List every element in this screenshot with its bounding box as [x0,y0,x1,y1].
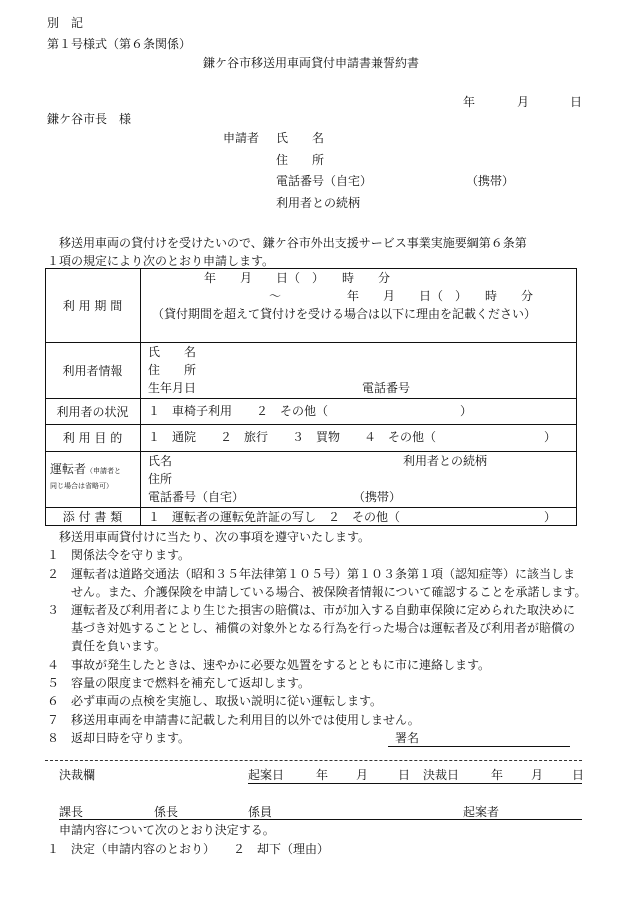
annex-label: 別 記 [47,16,84,30]
draft-day: 日 [398,768,411,782]
user-status-options: １ 車椅子利用 ２ その他（ ） [148,404,473,418]
user-birth-field: 生年月日 [148,381,197,395]
pledge-item-5: 容量の限度まで燃料を補充して返却します。 [71,676,311,690]
driver-relation-field: 利用者との続柄 [403,454,488,468]
user-status-label: 利用者の状況 [56,404,129,419]
pledge-item-3-line-3: 責任を負います。 [71,639,167,653]
period-label: 利 用 期 間 [62,298,123,313]
form-number: 第１号様式（第６条関係） [47,37,192,51]
date-day: 日 [570,95,583,109]
draft-date-label: 起案日 [248,768,285,782]
driver-name-field: 氏名 [148,454,173,468]
pledge-no-1: １ [47,548,60,562]
pledge-no-5: ５ [47,676,60,690]
pledge-item-3-line-2: 基づき対処することとし、補償の対象外となる行為を行った場合は運転者及び利用者が賠償の [71,621,576,635]
user-phone-field: 電話番号 [362,381,411,395]
pledge-item-6: 必ず車両の点検を実施し、取扱い説明に従い運転します。 [71,694,383,708]
driver-label-note-2: 同じ場合は省略可） [50,482,113,490]
driver-label: 運転者 [50,462,87,476]
pledge-no-2: ２ [47,567,60,581]
pledge-no-3: ３ [47,603,60,617]
user-info-label: 利用者情報 [62,363,123,378]
form-title: 鎌ケ谷市移送用車両貸付申請書兼誓約書 [203,56,420,70]
decide-date-label: 決裁日 [423,768,460,782]
driver-label-group [50,460,138,491]
staff-label: 係員 [248,805,273,819]
decision-label: 決裁欄 [59,768,96,782]
pledge-intro: 移送用車両貸付けに当たり、次の事項を遵守いたします。 [59,530,371,544]
applicant-phone-home: 電話番号（自宅） [276,174,373,188]
driver-phone-home: 電話番号（自宅） [148,490,245,504]
applicant-label: 申請者 [223,131,260,145]
subchief-label: 係長 [154,805,179,819]
applicant-name-field: 氏 名 [276,131,325,145]
applicant-relation: 利用者との続柄 [276,196,361,210]
pledge-item-3-line-1: 運転者及び利用者により生じた損害の賠償は、市が加入する自動車保険に定められた取決めに [71,603,576,617]
pledge-item-2-line-1: 運転者は道路交通法（昭和３５年法律第１０５号）第１０３条第１項（認知症等）に該当しま [71,567,576,581]
addressee: 鎌ケ谷市長 様 [47,112,132,126]
period-note: （貸付期間を超えて貸付けを受ける場合は以下に理由を記載ください） [152,307,537,321]
draft-month: 月 [356,768,369,782]
pledge-item-7: 移送用車両を申請書に記載した利用目的以外では使用しません。 [71,713,420,727]
pledge-item-1: 関係法令を守ります。 [71,548,191,562]
applicant-address-field: 住 所 [276,153,325,167]
signature-line [388,746,570,747]
pledge-no-8: ８ [47,731,60,745]
period-end: 年 月 日（ ） 時 分 [347,289,534,303]
pledge-item-8: 返却日時を守ります。 [71,731,191,745]
attachments-label: 添 付 書 類 [62,510,123,524]
pledge-no-6: ６ [47,694,60,708]
attachments-options: １ 運転者の運転免許証の写し ２ その他（ ） [148,510,557,524]
intro-line-1: 移送用車両の貸付けを受けたいので、鎌ケ谷市外出支援サービス事業実施要綱第６条第 [59,236,527,250]
driver-label-note-1: （申請者と [86,467,122,475]
pledge-no-4: ４ [47,658,60,672]
drafter-label: 起案者 [463,805,500,819]
decide-year: 年 [491,768,504,782]
pledge-item-4: 事故が発生したときは、速やかに必要な処置をするとともに市に連絡します。 [71,658,491,672]
pledge-item-2-line-2: せん。また、介護保険を申請している場合、被保険者情報について確認することを承諾します。 [71,585,587,599]
draft-year: 年 [316,768,329,782]
decide-day: 日 [572,768,585,782]
signature-label: 署名 [395,731,420,745]
date-month: 月 [517,95,530,109]
intro-line-2: １項の規定により次のとおり申請します。 [47,254,275,268]
purpose-label: 利 用 目 的 [62,431,123,445]
driver-address-field: 住所 [148,472,173,486]
period-tilde: ～ [269,289,282,303]
applicant-phone-mobile: （携帯） [466,174,515,188]
user-name-field: 氏 名 [148,345,197,359]
decision-result: １ 決定（申請内容のとおり） ２ 却下（理由） [47,842,330,856]
date-year: 年 [463,95,476,109]
stamp-underline [59,819,582,820]
decision-date-underline [248,783,582,784]
chief-label: 課長 [59,805,84,819]
decide-month: 月 [531,768,544,782]
cut-line [45,760,582,761]
decision-statement: 申請内容について次のとおり決定する。 [59,823,275,837]
period-start: 年 月 日（ ） 時 分 [204,271,391,285]
user-address-field: 住 所 [148,363,197,377]
purpose-options: １ 通院 ２ 旅行 ３ 買物 ４ その他（ ） [148,430,557,444]
pledge-no-7: ７ [47,713,60,727]
driver-phone-mobile: （携帯） [353,490,402,504]
